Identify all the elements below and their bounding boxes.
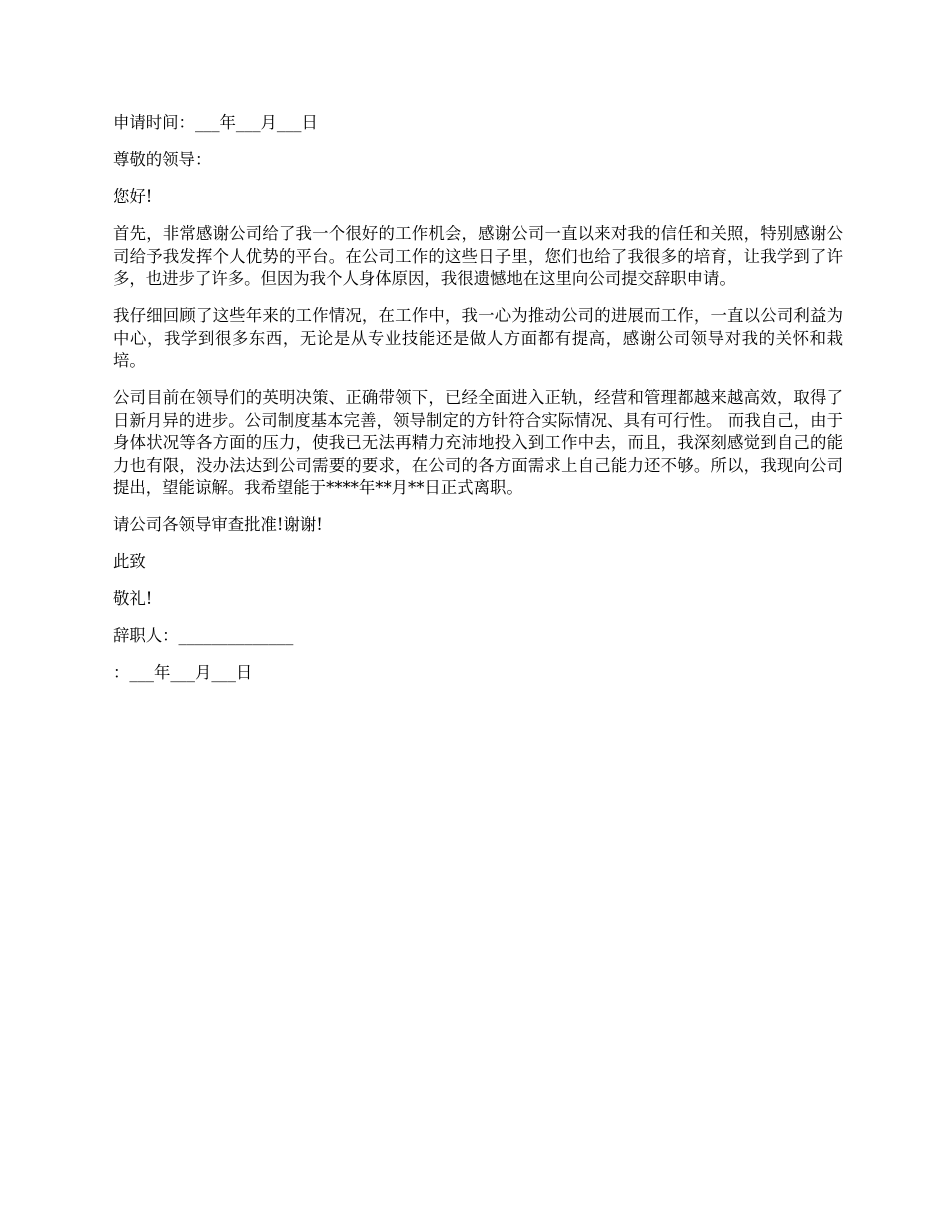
paragraph-resignation-reason: 公司目前在领导们的英明决策、正确带领下，已经全面进入正轨，经营和管理都越来越高效，取得了日新月异的进步。公司制度基本完善，领导制定的方针符合实际情况、具有可行性。 而我自己，由于身体状况等各方面的压力，使我已无法再精力充沛地投入到工作中去，而且，我深刻感觉到自己的能力也有限，没办法达到公司需要的要求，在公司的各方面需求上自己能力还不够。所以，我现向公司提出，望能谅解。我希望能于****年**月**日正式离职。	[113, 388, 843, 497]
application-date-line: 申请时间：___年___月___日	[113, 113, 318, 132]
signature-date-line: ：___年___月___日	[113, 663, 253, 682]
paragraph-review: 我仔细回顾了这些年来的工作情况，在工作中，我一心为推动公司的进展而工作，一直以公司利益为中心，我学到很多东西，无论是从专业技能还是做人方面都有提高，感谢公司领导对我的关怀和栽培。	[113, 306, 843, 370]
regards: 敬礼!	[113, 589, 153, 608]
approval-request: 请公司各领导审查批准!谢谢!	[113, 515, 323, 534]
letter-body	[113, 112, 843, 699]
greeting: 您好!	[113, 187, 153, 206]
closing: 此致	[113, 552, 146, 571]
paragraph-gratitude: 首先，非常感谢公司给了我一个很好的工作机会，感谢公司一直以来对我的信任和关照，特别感谢公司给予我发挥个人优势的平台。在公司工作的这些日子里，您们也给了我很多的培育，让我学到了许多，也进步了许多。但因为我个人身体原因，我很遗憾地在这里向公司提交辞职申请。	[113, 224, 843, 288]
salutation: 尊敬的领导：	[113, 150, 212, 169]
signature-line: 辞职人：______________	[113, 626, 294, 645]
